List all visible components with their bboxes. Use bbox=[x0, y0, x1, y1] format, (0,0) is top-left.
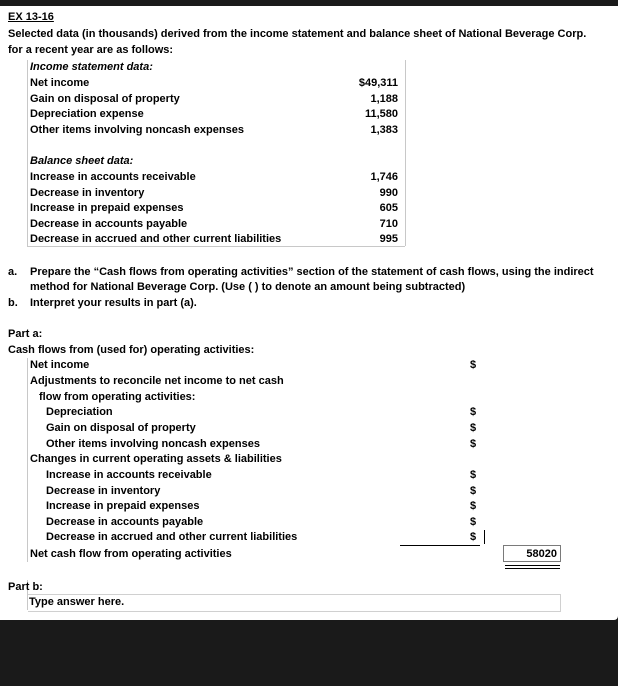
dollar-sign: $ bbox=[470, 469, 477, 481]
is-label: Net income bbox=[30, 77, 90, 89]
net-cash-value: 58020 bbox=[526, 548, 557, 560]
cf-changes-heading: Changes in current operating assets & liabilities bbox=[30, 453, 282, 465]
cf-gain-label: Gain on disposal of property bbox=[46, 422, 196, 434]
net-cash-value-field[interactable] bbox=[503, 545, 561, 562]
bs-value: 1,746 bbox=[370, 171, 398, 183]
is-value: 1,383 bbox=[370, 124, 398, 136]
cf-net-cash-label: Net cash flow from operating activities bbox=[30, 548, 232, 560]
bs-label: Increase in accounts receivable bbox=[30, 171, 196, 183]
cf-other-noncash-label: Other items involving noncash expenses bbox=[46, 438, 260, 450]
double-underline-2 bbox=[505, 568, 560, 569]
dollar-sign: $ bbox=[470, 531, 477, 543]
dollar-sign: $ bbox=[470, 438, 477, 450]
part-b-answer-field[interactable] bbox=[28, 594, 561, 612]
is-label: Gain on disposal of property bbox=[30, 93, 180, 105]
part-a-label: Part a: bbox=[8, 328, 43, 340]
top-bar bbox=[0, 0, 618, 6]
part-a-section-title: Cash flows from (used for) operating activities: bbox=[8, 344, 255, 356]
income-statement-heading: Income statement data: bbox=[30, 61, 153, 73]
bs-label: Decrease in inventory bbox=[30, 187, 145, 199]
is-label: Depreciation expense bbox=[30, 108, 144, 120]
dollar-sign: $ bbox=[470, 485, 477, 497]
dollar-sign: $ bbox=[470, 406, 477, 418]
bs-value: 995 bbox=[379, 233, 398, 245]
dollar-sign: $ bbox=[470, 359, 477, 371]
cf-adjust-line-2: flow from operating activities: bbox=[39, 391, 196, 403]
subtotal-underline bbox=[400, 545, 480, 546]
is-value: $49,311 bbox=[358, 77, 398, 89]
bs-value: 710 bbox=[379, 218, 398, 230]
part-b-label: Part b: bbox=[8, 581, 43, 593]
double-underline-1 bbox=[505, 565, 560, 566]
cf-net-income-label: Net income bbox=[30, 359, 90, 371]
bs-value: 605 bbox=[379, 202, 398, 214]
bs-value: 990 bbox=[379, 187, 398, 199]
question-a-line-1: Prepare the “Cash flows from operating activities” section of the statement of cash flows, using the indirect bbox=[30, 266, 594, 278]
cf-inc-prepaid-label: Increase in prepaid expenses bbox=[46, 500, 200, 512]
question-a-line-2: method for National Beverage Corp. (Use ( ) to denote an amount being subtracted) bbox=[30, 281, 466, 293]
cf-dec-accrued-label: Decrease in accrued and other current liabilities bbox=[46, 531, 298, 543]
bs-label: Decrease in accrued and other current liabilities bbox=[30, 233, 282, 245]
dollar-sign: $ bbox=[470, 500, 477, 512]
cf-dec-ap-label: Decrease in accounts payable bbox=[46, 516, 204, 528]
dollar-sign: $ bbox=[470, 422, 477, 434]
cf-inc-ar-label: Increase in accounts receivable bbox=[46, 469, 212, 481]
dollar-sign: $ bbox=[470, 516, 477, 528]
question-b-marker: b. bbox=[8, 297, 18, 309]
bs-label: Decrease in accounts payable bbox=[30, 218, 188, 230]
cf-adjust-line-1: Adjustments to reconcile net income to net cash bbox=[30, 375, 284, 387]
exercise-title: EX 13-16 bbox=[8, 11, 54, 23]
question-b-line: Interpret your results in part (a). bbox=[30, 297, 197, 309]
part-b-placeholder: Type answer here. bbox=[29, 596, 125, 608]
question-a-marker: a. bbox=[8, 266, 18, 278]
input-cursor[interactable] bbox=[484, 530, 485, 544]
is-value: 11,580 bbox=[364, 108, 398, 120]
is-label: Other items involving noncash expenses bbox=[30, 124, 244, 136]
intro-line-1: Selected data (in thousands) derived from the income statement and balance sheet of National Beverage Corp. bbox=[8, 28, 587, 40]
cf-dec-inv-label: Decrease in inventory bbox=[46, 485, 161, 497]
intro-line-2: for a recent year are as follows: bbox=[8, 44, 174, 56]
is-value: 1,188 bbox=[370, 93, 398, 105]
cf-depreciation-label: Depreciation bbox=[46, 406, 113, 418]
bs-label: Increase in prepaid expenses bbox=[30, 202, 184, 214]
balance-sheet-heading: Balance sheet data: bbox=[30, 155, 134, 167]
